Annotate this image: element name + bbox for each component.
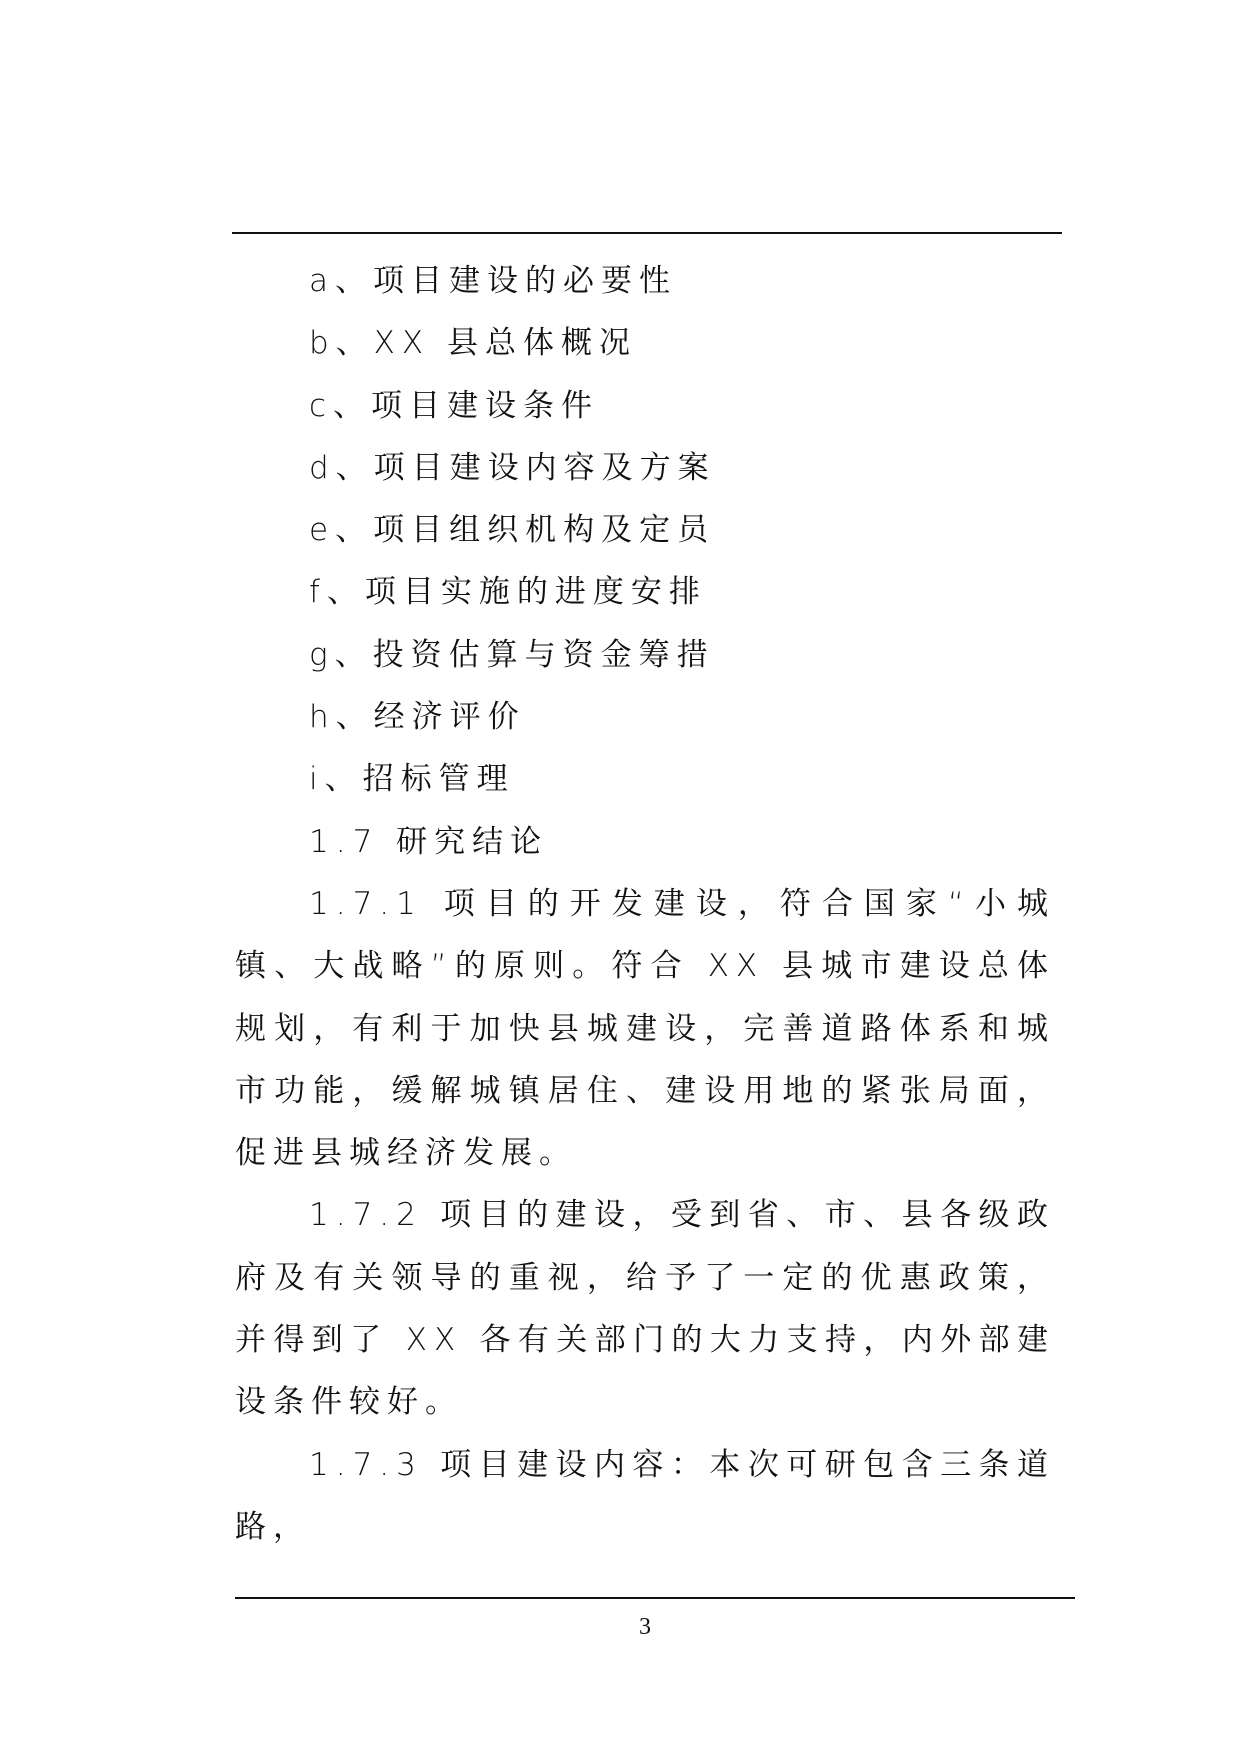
document-body (235, 250, 1055, 1558)
list-item: f、项目实施的进度安排 (309, 574, 707, 611)
list-item: a、项目建设的必要性 (309, 263, 677, 299)
list-item: g、投资估算与资金筹措 (309, 636, 715, 673)
list-item: b、XX 县总体概况 (309, 325, 638, 362)
page-number: 3 (639, 1614, 651, 1640)
header-rule (232, 232, 1062, 234)
paragraph-1-7-1: 1.7.1 项目的开发建设，符合国家“小城镇、大战略”的原则。符合 XX 县城市建设总体规划，有利于加快县城建设，完善道路体系和城市功能，缓解城镇居住、建设用地的紧张局面，促进县城经济发展。 (235, 885, 1055, 1172)
list-item: c、项目建设条件 (309, 387, 600, 424)
paragraph-1-7-3: 1.7.3 项目建设内容：本次可研包含三条道路， (235, 1446, 1055, 1545)
footer-rule (235, 1597, 1075, 1599)
list-item: d、项目建设内容及方案 (309, 449, 716, 486)
list-item: h、经济评价 (309, 699, 526, 736)
list-item: e、项目组织机构及定员 (309, 512, 716, 549)
paragraph-1-7-2: 1.7.2 项目的建设，受到省、市、县各级政府及有关领导的重视，给予了一定的优惠政策，并得到了 XX 各有关部门的大力支持，内外部建设条件较好。 (235, 1197, 1055, 1421)
list-item: i、招标管理 (309, 761, 515, 798)
section-heading: 1.7 研究结论 (309, 823, 549, 860)
